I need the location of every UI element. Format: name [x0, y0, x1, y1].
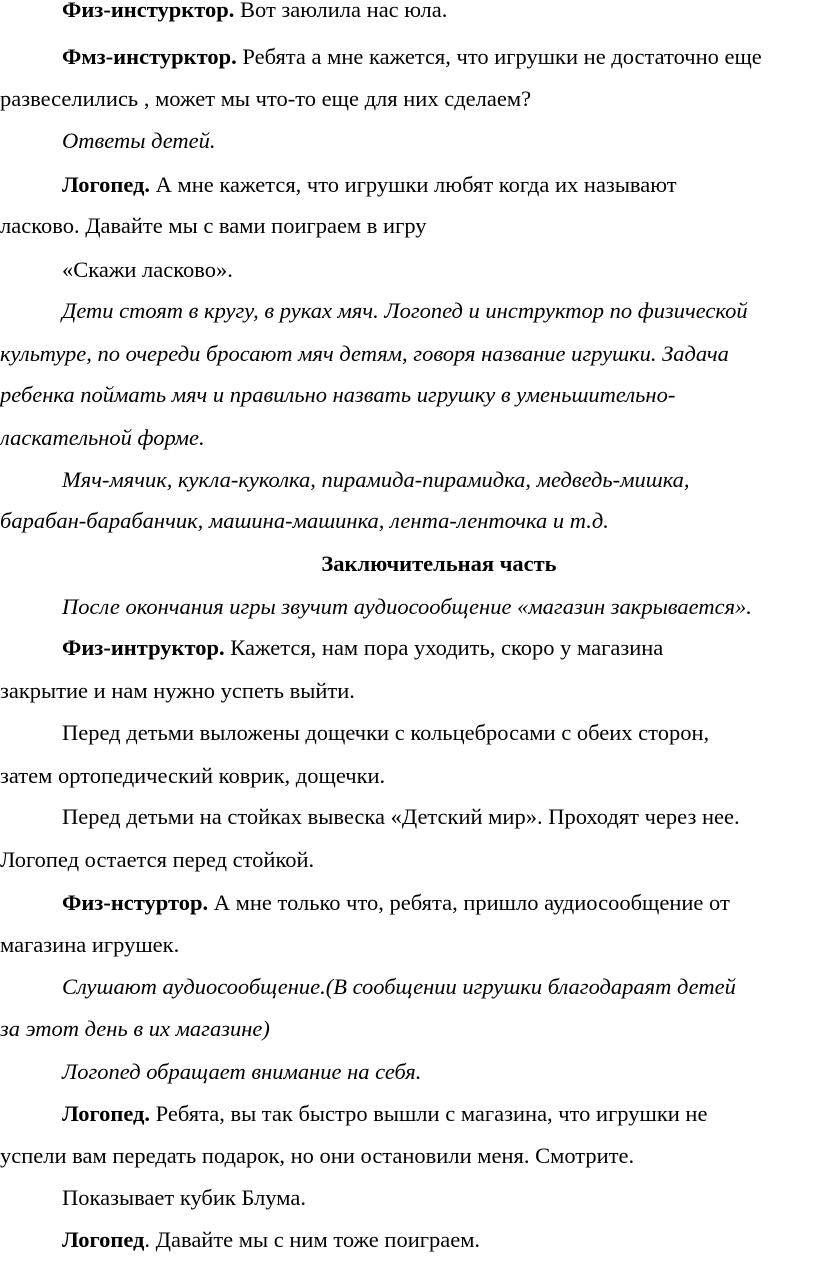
line-text: «Скажи ласково». [62, 257, 233, 282]
stage-direction [62, 973, 736, 1001]
dialogue-line-logoped [62, 1226, 480, 1254]
speaker-label: Логопед. [62, 172, 151, 197]
stage-direction [0, 340, 729, 368]
game-title [62, 256, 233, 284]
line-text: Мяч-мячик, кукла-куколка, пирамида-пирамидка, медведь-мишка, [62, 467, 690, 492]
line-text: Заключительная часть [321, 551, 557, 576]
dialogue-line-fiz-instructor [62, 889, 730, 917]
speaker-label: Физ-инстурктор. [62, 0, 235, 22]
line-text: А мне только что, ребята, пришло аудиосообщение от [208, 890, 730, 915]
stage-direction [0, 381, 675, 409]
section-heading [62, 550, 816, 578]
word-examples [0, 507, 609, 535]
line-text: барабан-барабанчик, машина-машинка, лента-ленточка и т.д. [0, 508, 609, 533]
line-text: Ответы детей. [62, 128, 216, 153]
line-text: . Давайте мы с ним тоже поиграем. [144, 1227, 481, 1252]
line-text: Показывает кубик Блума. [62, 1185, 306, 1210]
dialogue-line-logoped [62, 1100, 707, 1128]
line-text: После окончания игры звучит аудиосообщение «магазин закрывается». [62, 594, 752, 619]
line-text: Ребята а мне кажется, что игрушки не достаточно еще [236, 44, 762, 69]
dialogue-line-fiz-instructor [62, 0, 447, 24]
line-text: А мне кажется, что игрушки любят когда их называют [150, 172, 677, 197]
speaker-label: Физ-интруктор. [62, 635, 225, 660]
line-text: Ребята, вы так быстро вышли с магазина, что игрушки не [150, 1101, 708, 1126]
line-text: Перед детьми на стойках вывеска «Детский мир». Проходят через нее. [62, 804, 740, 829]
speaker-label: Логопед [62, 1227, 145, 1252]
text-line [0, 212, 427, 240]
line-text: Логопед остается перед стойкой. [0, 847, 315, 872]
stage-direction [62, 1058, 421, 1086]
line-text: за этот день в их магазине) [0, 1016, 270, 1041]
text-line [0, 1142, 634, 1170]
line-text: Перед детьми выложены дощечки с кольцебросами с обеих сторон, [62, 720, 710, 745]
speaker-label: Физ-нстуртор. [62, 890, 209, 915]
line-text: затем ортопедический коврик, дощечки. [0, 763, 386, 788]
line-text: успели вам передать подарок, но они остановили меня. Смотрите. [0, 1143, 635, 1168]
stage-direction [0, 1015, 270, 1043]
text-line [0, 762, 385, 790]
stage-direction [0, 424, 205, 452]
text-line [0, 931, 179, 959]
line-text: Дети стоят в кругу, в руках мяч. Логопед и инструктор по физической [62, 298, 748, 323]
speaker-label: Логопед. [62, 1101, 151, 1126]
stage-direction [62, 297, 748, 325]
line-text: Вот заюлила нас юла. [234, 0, 448, 22]
dialogue-line-fiz-instructor [62, 43, 762, 71]
text-line [0, 846, 314, 874]
word-examples [62, 466, 690, 494]
dialogue-line-fiz-instructor [62, 634, 663, 662]
text-line [62, 1184, 306, 1212]
stage-direction [62, 593, 752, 621]
line-text: развеселились , может мы что-то еще для них сделаем? [0, 86, 532, 111]
line-text: закрытие и нам нужно успеть выйти. [0, 678, 355, 703]
stage-direction [62, 127, 216, 155]
line-text: магазина игрушек. [0, 932, 180, 957]
dialogue-line-logoped [62, 171, 677, 199]
line-text: ласково. Давайте мы с вами поиграем в игру [0, 213, 427, 238]
text-line [0, 85, 531, 113]
text-line [62, 803, 740, 831]
line-text: культуре, по очереди бросают мяч детям, говоря название игрушки. Задача [0, 341, 729, 366]
line-text: Слушают аудиосообщение.(В сообщении игрушки благодараят детей [62, 974, 736, 999]
line-text: Кажется, нам пора уходить, скоро у магазина [224, 635, 664, 660]
speaker-label: Фмз-инстурктор. [62, 44, 237, 69]
text-line [0, 677, 355, 705]
text-line [62, 719, 709, 747]
line-text: Логопед обращает внимание на себя. [62, 1059, 422, 1084]
line-text: ласкательной форме. [0, 425, 205, 450]
line-text: ребенка поймать мяч и правильно назвать игрушку в уменьшительно- [0, 382, 676, 407]
